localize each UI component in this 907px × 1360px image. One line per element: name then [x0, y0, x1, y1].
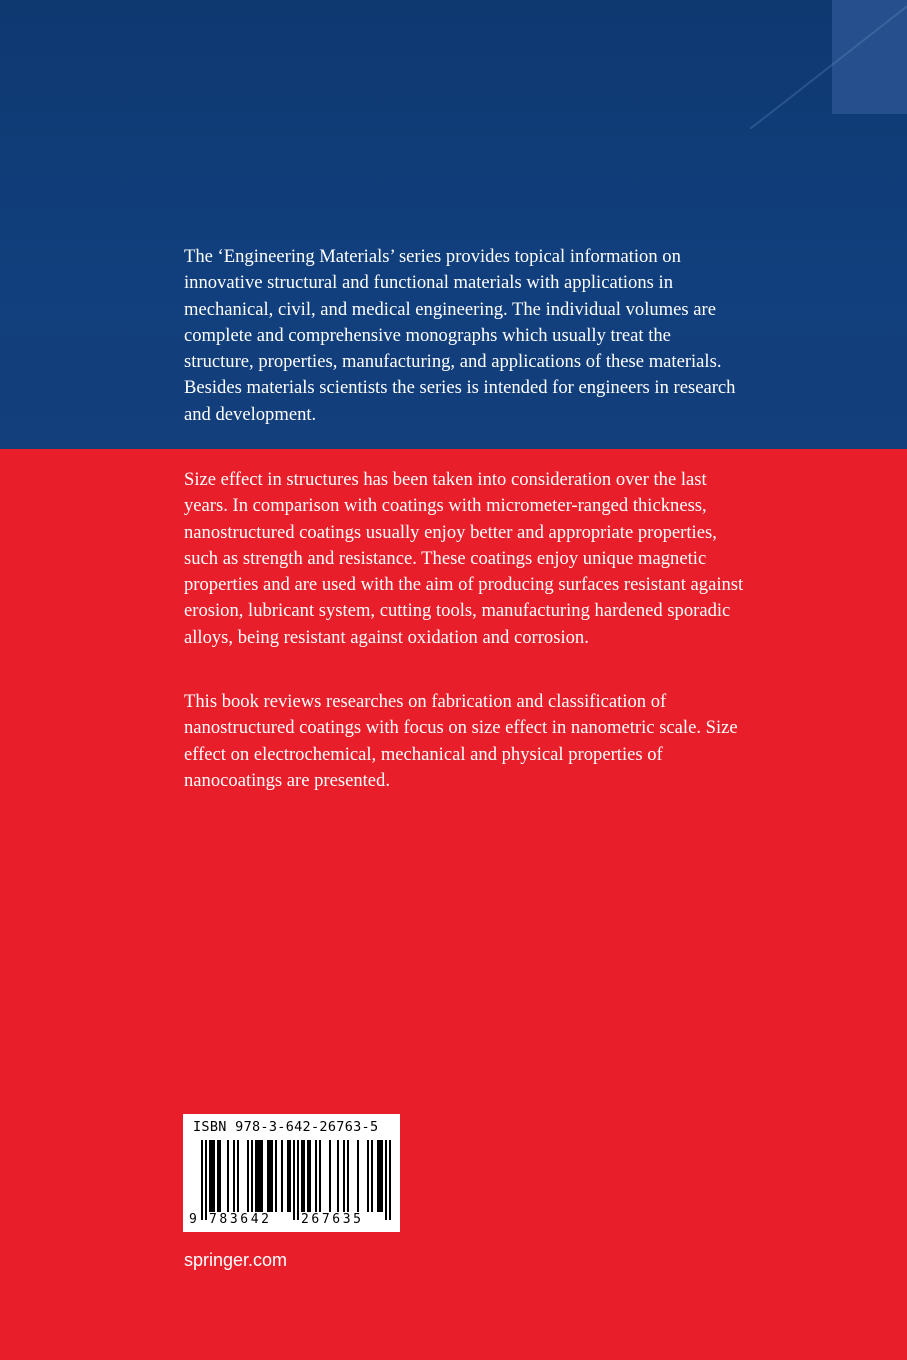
barcode-bar — [233, 1140, 235, 1212]
barcode-bar — [287, 1140, 289, 1212]
barcode-bar — [303, 1140, 305, 1212]
barcode-bar — [201, 1140, 203, 1220]
barcode-bar — [337, 1140, 339, 1212]
barcode-bar — [261, 1140, 263, 1212]
barcode-bar — [347, 1140, 349, 1212]
barcode-bars — [191, 1140, 391, 1222]
barcode-bar — [211, 1140, 213, 1212]
barcode-bar — [251, 1140, 253, 1212]
barcode-bar — [371, 1140, 373, 1212]
barcode-bar — [271, 1140, 273, 1212]
barcode-bar — [209, 1140, 211, 1212]
barcode-digit-lead: 9 — [189, 1212, 197, 1227]
publisher-url: springer.com — [184, 1250, 288, 1270]
barcode-bar — [275, 1140, 277, 1212]
barcode-bar — [255, 1140, 257, 1212]
barcode-digits — [189, 1212, 389, 1227]
barcode-bar — [247, 1140, 249, 1212]
barcode-bar — [379, 1140, 381, 1212]
barcode-bar — [289, 1140, 291, 1212]
barcode-bar — [389, 1140, 391, 1220]
barcode-bar — [269, 1140, 271, 1212]
barcode-bar — [213, 1140, 215, 1212]
isbn-label: ISBN 978-3-642-26763-5 — [193, 1119, 379, 1135]
barcode-bar — [343, 1140, 345, 1212]
barcode-bar — [281, 1140, 283, 1212]
barcode-digits-left: 783642 — [209, 1212, 272, 1227]
barcode-bar — [219, 1140, 221, 1212]
barcode-bar — [301, 1140, 303, 1212]
barcode-bar — [381, 1140, 383, 1212]
isbn-barcode — [183, 1114, 400, 1232]
barcode-bar — [227, 1140, 229, 1212]
barcode-bar — [293, 1140, 295, 1220]
series-blurb: The ‘Engineering Materials’ series provides topical information on innovative structural and functional materials with applications in mechanical, civil, and medical engineering. The individual volumes are complete and comprehensive monographs which usually treat the structure, properties, manufacturing, and applications of these materials. Besides materials scientists the series is intended for engineers in research and development. — [184, 246, 736, 425]
barcode-bar — [329, 1140, 331, 1212]
barcode-digits-right: 267635 — [301, 1212, 364, 1227]
barcode-bar — [267, 1140, 269, 1212]
barcode-bar — [367, 1140, 369, 1212]
barcode-bar — [217, 1140, 219, 1212]
barcode-bar — [259, 1140, 261, 1212]
barcode-bar — [319, 1140, 321, 1212]
barcode-bar — [297, 1140, 299, 1220]
barcode-bar — [315, 1140, 317, 1212]
barcode-bar — [357, 1140, 359, 1212]
barcode-bar — [205, 1140, 207, 1220]
book-description-paragraph-1: Size effect in structures has been taken into consideration over the last years. In comparison with coatings with micrometer-ranged thickness, nanostructured coatings usually enjoy better and appropriate properties, such as strength and resistance. These coatings enjoy unique magnetic properties and are used with the aim of producing surfaces resistant against erosion, lubricant system, cutting tools, manufacturing hardened sporadic alloys, being resistant against oxidation and corrosion. — [184, 469, 744, 648]
barcode-bar — [307, 1140, 309, 1212]
barcode-bar — [309, 1140, 311, 1212]
barcode-bar — [257, 1140, 259, 1212]
barcode-bar — [385, 1140, 387, 1220]
book-description-paragraph-2: This book reviews researches on fabrication and classification of nanostructured coatings with focus on size effect in nanometric scale. Size effect on electrochemical, mechanical and physical properties of nanocoatings are presented. — [184, 691, 738, 791]
barcode-bar — [237, 1140, 239, 1212]
barcode-bar — [377, 1140, 379, 1212]
